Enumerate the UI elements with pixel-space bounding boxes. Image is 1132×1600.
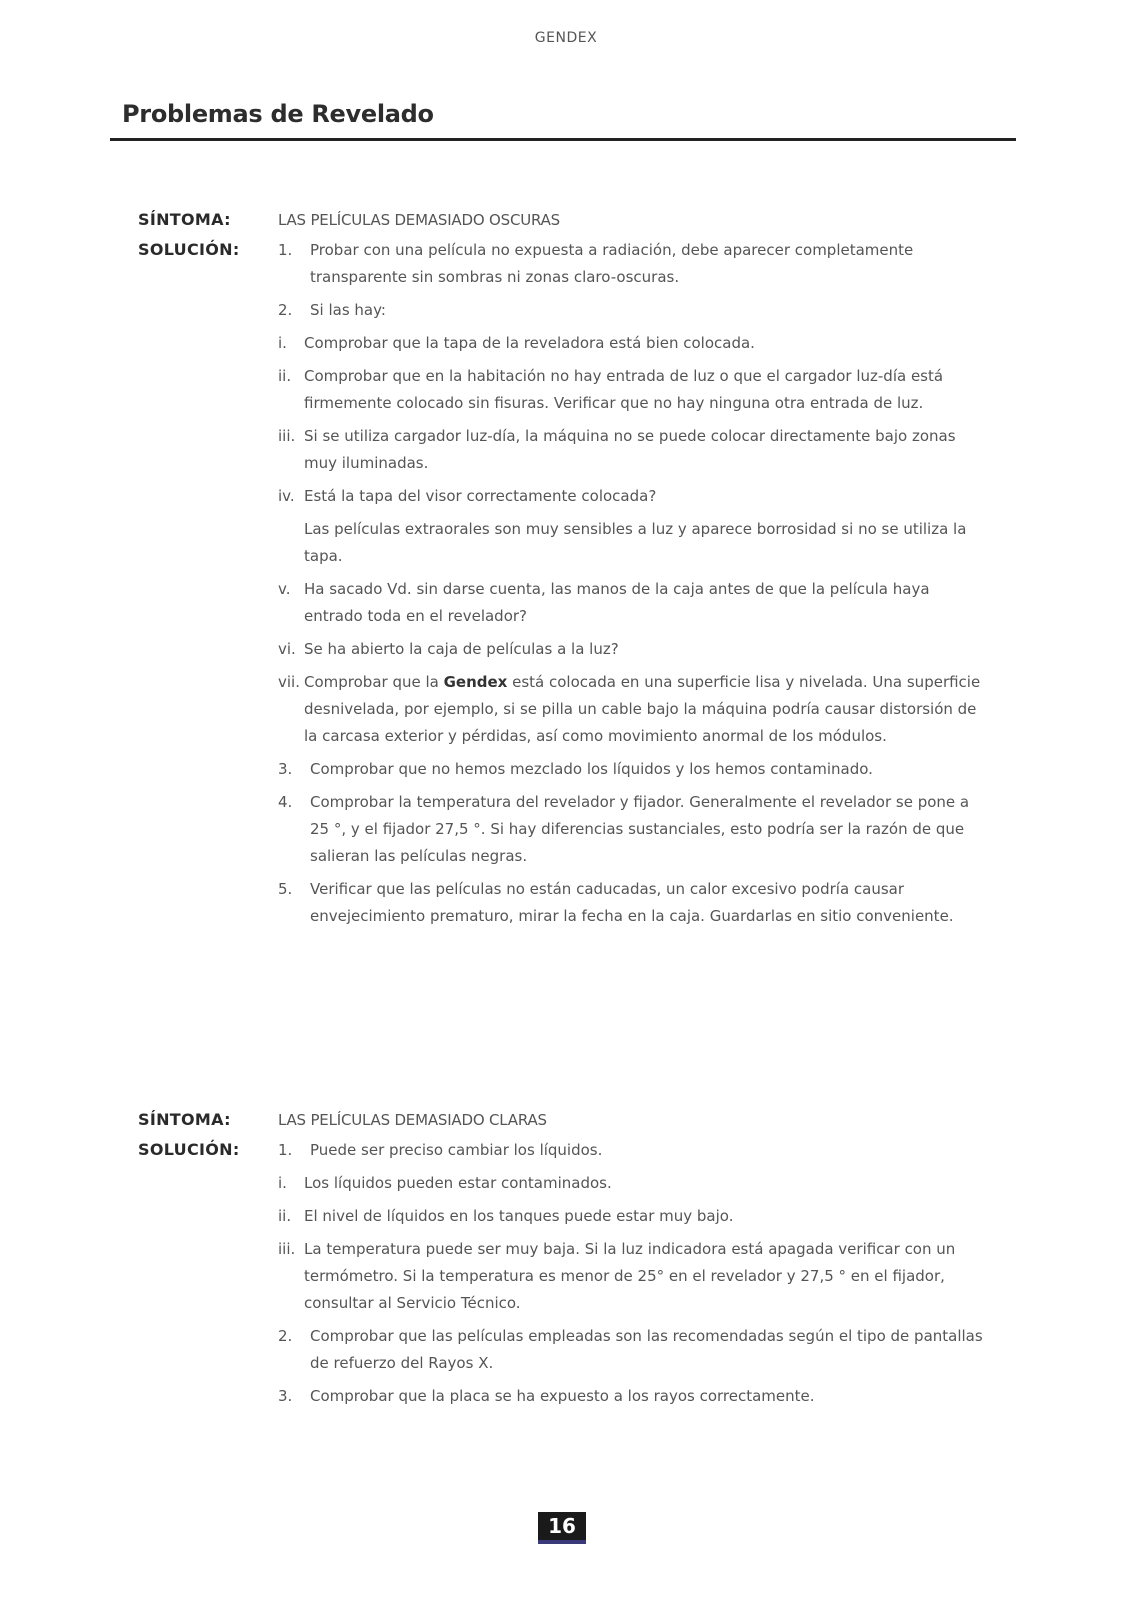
- solution-row: [138, 237, 988, 930]
- sub-step: [278, 483, 988, 510]
- step-text: Comprobar que las películas empleadas son las recomendadas según el tipo de pantallas de refuerzo del Rayos X.: [310, 1327, 983, 1372]
- solution-step: [278, 756, 988, 783]
- sub-step-text: Si se utiliza cargador luz-día, la máquina no se puede colocar directamente bajo zonas muy iluminadas.: [304, 427, 956, 472]
- sub-step: [278, 1236, 988, 1317]
- solution-label: SOLUCIÓN:: [138, 240, 240, 259]
- sub-step-number: ii.: [278, 1207, 292, 1225]
- step-text: Verificar que las películas no están caducadas, un calor excesivo podría causar envejecimiento prematuro, mirar la fecha en la caja. Guardarlas en sitio conveniente.: [310, 880, 954, 925]
- page-number: 16: [538, 1512, 586, 1544]
- sub-step-text: Comprobar que la tapa de la reveladora está bien colocada.: [304, 334, 755, 352]
- solution-steps-continued: [278, 756, 988, 930]
- sub-step-number: ii.: [278, 367, 292, 385]
- symptom-label: SÍNTOMA:: [138, 1110, 231, 1129]
- sub-step-text: Los líquidos pueden estar contaminados.: [304, 1174, 612, 1192]
- step-number: 2.: [278, 301, 293, 319]
- solution-step: [278, 237, 988, 291]
- step-text: Puede ser preciso cambiar los líquidos.: [310, 1141, 603, 1159]
- solution-steps: [278, 237, 988, 324]
- step-text: Comprobar que no hemos mezclado los líquidos y los hemos contaminado.: [310, 760, 873, 778]
- page-title: Problemas de Revelado: [122, 100, 434, 128]
- symptom-label: SÍNTOMA:: [138, 210, 231, 229]
- sub-step-number: iii.: [278, 1240, 296, 1258]
- sub-steps: [278, 1170, 988, 1317]
- sub-step: [278, 669, 988, 750]
- step-number: 1.: [278, 241, 293, 259]
- title-rule: [110, 138, 1016, 141]
- solution-steps: [278, 1137, 988, 1164]
- sub-step: [278, 423, 988, 477]
- sub-step-number: i.: [278, 1174, 287, 1192]
- solution-step: [278, 1323, 988, 1377]
- step-number: 5.: [278, 880, 293, 898]
- sub-step-text: Se ha abierto la caja de películas a la luz?: [304, 640, 619, 658]
- solution-row: [138, 1137, 988, 1410]
- solution-label: SOLUCIÓN:: [138, 1140, 240, 1159]
- symptom-section-dark: [138, 210, 988, 930]
- sub-step-text: [304, 669, 988, 750]
- symptom-text: LAS PELÍCULAS DEMASIADO OSCURAS: [278, 211, 561, 229]
- sub-step-text: Está la tapa del visor correctamente colocada?: [304, 487, 657, 505]
- running-header: GENDEX: [534, 30, 598, 46]
- sub-step-text: Ha sacado Vd. sin darse cuenta, las manos de la caja antes de que la película haya entrado toda en el revelador?: [304, 580, 930, 625]
- solution-step: [278, 789, 988, 870]
- sub-step-number: iii.: [278, 427, 296, 445]
- step-text: Comprobar que la placa se ha expuesto a los rayos correctamente.: [310, 1387, 815, 1405]
- sub-step-text: La temperatura puede ser muy baja. Si la luz indicadora está apagada verificar con un termómetro. Si la temperatura es menor de 25° en el revelador y 27,5 ° en el fijador, consultar al Servicio Técnico.: [304, 1240, 956, 1312]
- symptom-row: [138, 1110, 988, 1129]
- text-before: Comprobar que la: [304, 673, 444, 691]
- sub-step: [278, 1203, 988, 1230]
- solution-step: [278, 1383, 988, 1410]
- sub-step: [278, 636, 988, 663]
- sub-step-text: El nivel de líquidos en los tanques puede estar muy bajo.: [304, 1207, 734, 1225]
- solution-step: [278, 876, 988, 930]
- sub-steps: [278, 330, 988, 750]
- sub-step-number: iv.: [278, 487, 295, 505]
- symptom-row: [138, 210, 988, 229]
- solution-step: [278, 1137, 988, 1164]
- sub-step-note: Las películas extraorales son muy sensibles a luz y aparece borrosidad si no se utiliza la tapa.: [304, 520, 967, 565]
- brand-name: Gendex: [443, 673, 508, 691]
- sub-step-text: Comprobar que en la habitación no hay entrada de luz o que el cargador luz-día está firmemente colocado sin fisuras. Verificar que no hay ninguna otra entrada de luz.: [304, 367, 944, 412]
- symptom-section-light: [138, 1110, 988, 1410]
- sub-step-number: vi.: [278, 640, 296, 658]
- step-text: Si las hay:: [310, 301, 386, 319]
- sub-step: [278, 576, 988, 630]
- symptom-text: LAS PELÍCULAS DEMASIADO CLARAS: [278, 1111, 547, 1129]
- solution-steps-continued: [278, 1323, 988, 1410]
- sub-step: [278, 330, 988, 357]
- solution-step: [278, 297, 988, 324]
- text-after: está colocada en una superficie lisa y nivelada. Una superficie desnivelada, por ejemplo, si se pilla un cable bajo la máquina podría causar distorsión de la carcasa exterior y pérdidas, así como movimiento anormal de los módulos.: [304, 673, 981, 745]
- step-text: Comprobar la temperatura del revelador y fijador. Generalmente el revelador se pone a 25 °, y el fijador 27,5 °. Si hay diferencias sustanciales, esto podría ser la razón de que salieran las películas negras.: [310, 793, 970, 865]
- step-number: 2.: [278, 1327, 293, 1345]
- sub-step-number: vii.: [278, 673, 300, 691]
- sub-step-number: v.: [278, 580, 291, 598]
- sub-step: [278, 1170, 988, 1197]
- step-text: Probar con una película no expuesta a radiación, debe aparecer completamente transparente sin sombras ni zonas claro-oscuras.: [310, 241, 914, 286]
- step-number: 4.: [278, 793, 293, 811]
- step-number: 3.: [278, 760, 293, 778]
- sub-step: [278, 363, 988, 417]
- sub-step-number: i.: [278, 334, 287, 352]
- step-number: 1.: [278, 1141, 293, 1159]
- step-number: 3.: [278, 1387, 293, 1405]
